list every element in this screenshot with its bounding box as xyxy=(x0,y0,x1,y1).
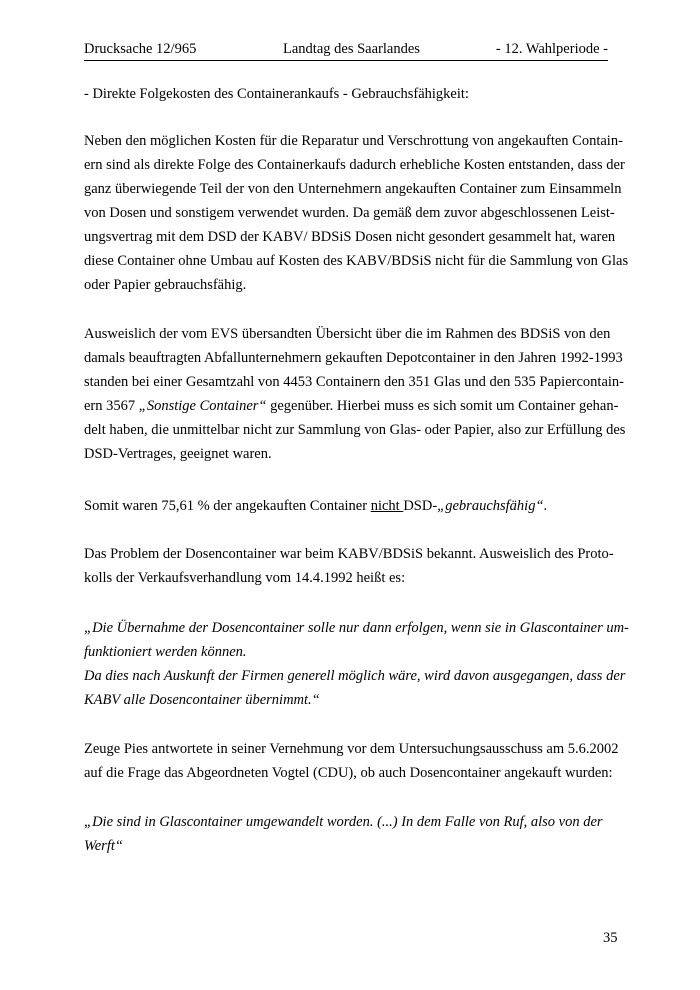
text-line: Zeuge Pies antwortete in seiner Vernehmung vor dem Untersuchungsausschuss am 5.6.2002 xyxy=(84,741,619,757)
text-segment: ern 3567 xyxy=(84,398,139,414)
text-line xyxy=(84,394,619,418)
underlined-word: nicht xyxy=(370,498,404,514)
quote-2 xyxy=(84,810,614,858)
text-line xyxy=(84,494,614,518)
section-heading-text: - Direkte Folgekosten des Containerankaufs - Gebrauchsfähigkeit: xyxy=(84,86,469,102)
text-line: von Dosen und sonstigem verwendet wurden. Da gemäß dem zuvor abgeschlossenen Leist- xyxy=(84,205,615,221)
paragraph-1 xyxy=(84,129,629,297)
quote-line: Da dies nach Auskunft der Firmen generell möglich wäre, wird davon ausgegangen, dass der xyxy=(84,668,626,684)
paragraph-5 xyxy=(84,737,619,785)
header-period: - 12. Wahlperiode - xyxy=(495,41,608,57)
text-line: standen bei einer Gesamtzahl von 4453 Containern den 351 Glas und den 535 Papiercontain- xyxy=(84,374,624,390)
quoted-term: „Sonstige Container“ xyxy=(138,398,267,414)
text-line: oder Papier gebrauchsfähig. xyxy=(84,277,247,293)
text-line: Ausweislich der vom EVS übersandten Übersicht über die im Rahmen des BDSiS von den xyxy=(84,326,611,342)
quote-line: Werft“ xyxy=(84,838,123,854)
paragraph-2 xyxy=(84,322,626,466)
text-segment: . xyxy=(543,498,548,514)
page-header xyxy=(84,40,608,61)
paragraph-3 xyxy=(84,494,614,518)
quote-line: KABV alle Dosencontainer übernimmt.“ xyxy=(84,692,320,708)
section-heading xyxy=(84,82,614,106)
text-line: ganz überwiegende Teil der von den Unternehmern angekauften Container zum Einsammeln xyxy=(84,181,622,197)
text-segment: Somit waren 75,61 % der angekauften Container xyxy=(84,498,371,514)
quote-line: funktioniert werden können. xyxy=(84,644,247,660)
text-line: delt haben, die unmittelbar nicht zur Sammlung von Glas- oder Papier, also zur Erfüllung des xyxy=(84,422,626,438)
paragraph-4 xyxy=(84,542,614,590)
text-line: ungsvertrag mit dem DSD der KABV/ BDSiS Dosen nicht gesondert gesammelt hat, waren xyxy=(84,229,616,245)
text-line: diese Container ohne Umbau auf Kosten des KABV/BDSiS nicht für die Sammlung von Glas xyxy=(84,253,629,269)
quoted-term: „gebrauchsfähig“ xyxy=(437,498,544,514)
text-line: auf die Frage das Abgeordneten Vogtel (CDU), ob auch Dosencontainer angekauft wurden: xyxy=(84,765,613,781)
text-line: ern sind als direkte Folge des Containerkaufs dadurch erhebliche Kosten entstanden, dass der xyxy=(84,157,625,173)
header-document-number: Drucksache 12/965 xyxy=(84,41,197,57)
quote-line: „Die Übernahme der Dosencontainer solle nur dann erfolgen, wenn sie in Glascontainer um- xyxy=(84,620,629,636)
text-line: kolls der Verkaufsverhandlung vom 14.4.1992 heißt es: xyxy=(84,570,406,586)
text-line: DSD-Vertrages, geeignet waren. xyxy=(84,446,272,462)
quote-line: „Die sind in Glascontainer umgewandelt worden. (...) In dem Falle von Ruf, also von der xyxy=(84,814,603,830)
text-line: Das Problem der Dosencontainer war beim KABV/BDSiS bekannt. Ausweislich des Proto- xyxy=(84,546,614,562)
page-number: 35 xyxy=(603,930,618,946)
quote-1 xyxy=(84,616,629,712)
text-segment: DSD- xyxy=(403,498,438,514)
text-line: damals beauftragten Abfallunternehmern gekauften Depotcontainer in den Jahren 1992-1993 xyxy=(84,350,623,366)
text-line: Neben den möglichen Kosten für die Reparatur und Verschrottung von angekauften Contain- xyxy=(84,133,623,149)
text-segment: gegenüber. Hierbei muss es sich somit um Container gehan- xyxy=(266,398,619,414)
header-parliament-name: Landtag des Saarlandes xyxy=(283,41,420,57)
